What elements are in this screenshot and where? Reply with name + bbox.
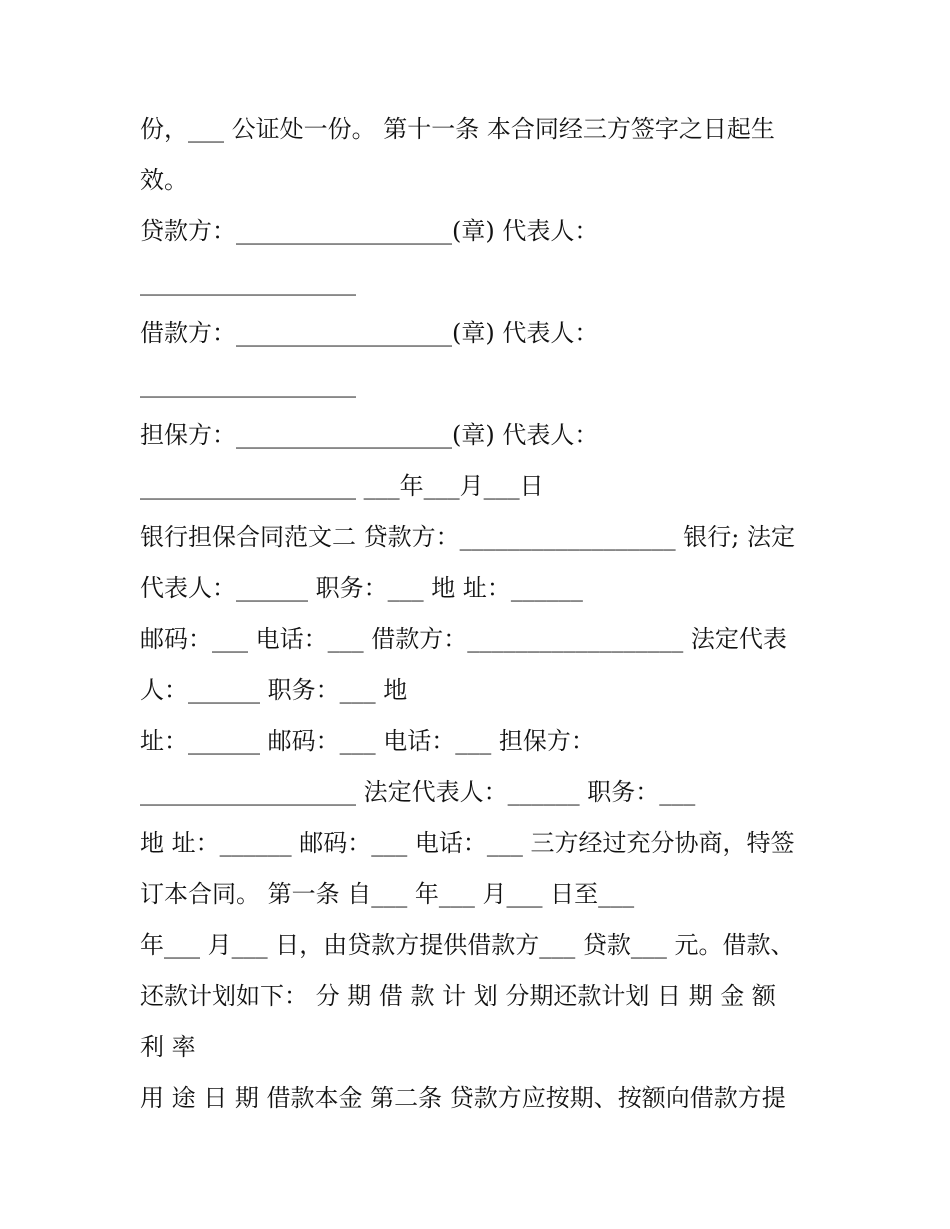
text-line: 邮码：___ 电话：___ 借款方：__________________ 法定代表 xyxy=(140,625,787,653)
text-line: 份，___ 公证处一份。 第十一条 本合同经三方签字之日起生 xyxy=(140,115,775,143)
text-line: 址：______ 邮码：___ 电话：___ 担保方： xyxy=(140,727,595,755)
text-line: 效。 xyxy=(140,166,188,194)
section-heading-line: 银行担保合同范文二 贷款方：__________________ 银行; 法定 xyxy=(140,523,795,551)
text-line: 利 率 xyxy=(140,1033,196,1061)
text-line: 代表人：______ 职务：___ 地 址：______ xyxy=(140,574,583,602)
text-line: __________________ xyxy=(140,370,356,398)
text-line: 订本合同。 第一条 自___ 年___ 月___ 日至___ xyxy=(140,880,635,908)
guarantor-signature-line: 担保方：__________________(章) 代表人： xyxy=(140,421,599,449)
text-line: 人：______ 职务：___ 地 xyxy=(140,676,408,704)
text-line: __________________ 法定代表人：______ 职务：___ xyxy=(140,778,696,806)
lender-signature-line: 贷款方：__________________(章) 代表人： xyxy=(140,217,599,245)
text-line: 年___ 月___ 日，由贷款方提供借款方___ 贷款___ 元。借款、 xyxy=(140,931,795,959)
contract-text xyxy=(140,104,820,1124)
text-line: 用 途 日 期 借款本金 第二条 贷款方应按期、按额向借款方提 xyxy=(140,1084,786,1112)
date-line: __________________ ___年___月___日 xyxy=(140,472,544,500)
borrower-signature-line: 借款方：__________________(章) 代表人： xyxy=(140,319,599,347)
text-line: 还款计划如下： 分 期 借 款 计 划 分期还款计划 日 期 金 额 xyxy=(140,982,776,1010)
text-line: 地 址：______ 邮码：___ 电话：___ 三方经过充分协商，特签 xyxy=(140,829,795,857)
text-line: __________________ xyxy=(140,268,356,296)
